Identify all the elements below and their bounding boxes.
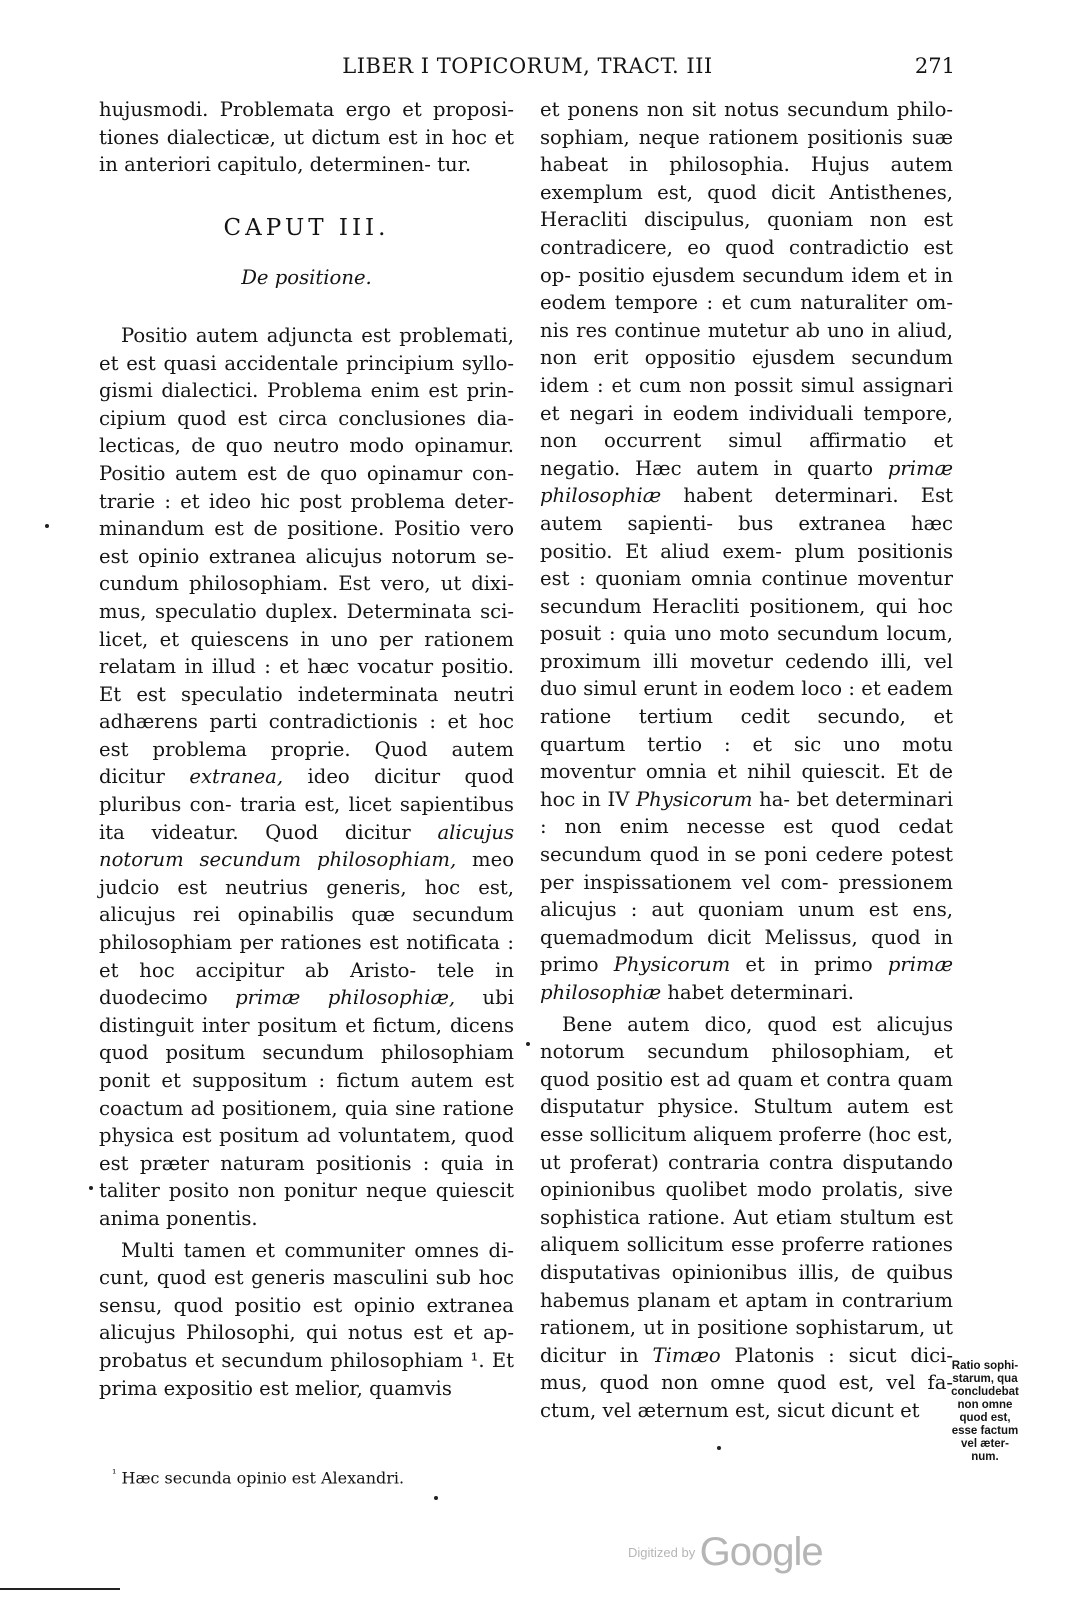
intro-lines: hujusmodi. Problemata ergo et proposi- tiones dialecticæ, ut dictum est in hoc et in anteriori capitulo, determinen- tur. (99, 98, 515, 177)
ink-speck (434, 1496, 438, 1500)
ink-speck (89, 1186, 93, 1190)
watermark-prefix: Digitized by (628, 1545, 696, 1560)
paragraph: Positio autem adjuncta est problemati, et est quasi accidentale principium syllo- gismi dialectici. Problema enim est prin- cipium quod est circa conclusiones dia- lecticas, de quo neutro modo opinamur. Positio autem est de quo opinamur con- trarie : et ideo hic post problema deter- minandum est de positione. Positio vero est opinio extranea alicujus notorum se- cundum philosophiam. Est vero, ut dixi- mus, speculatio duplex. Determinata sci- licet, et quiescens in uno per rationem relatam in illud : et hæc vocatur positio. Et est speculatio indeterminata neutri adhærens parti contradictionis : et hoc est problema proprie. Quod autem dicitur extranea, ideo dicitur quod pluribus con- traria est, licet sapientibus ita videatur. Quod dicitur alicujus notorum secundum philosophiam, meo judcio est neutrius generis, hoc est, alicujus rei opinabilis quæ secundum philosophiam per rationes est notificata : et hoc accipitur ab Aristo- tele in duodecimo primæ philosophiæ, ubi distinguit inter positum et fictum, dicens quod positum secundum philosophiam ponit et suppositum : fictum autem est coactum ad positionem, quia sine ratione physica est positum ad voluntatem, quod est præter naturam positionis : quia in taliter posito non ponitur neque quiescit anima ponentis. (99, 323, 515, 1230)
right-column (540, 96, 953, 1425)
page-number: 271 (914, 54, 955, 78)
chapter-subtitle: De positione. (241, 266, 372, 290)
google-logo: Google (699, 1530, 823, 1574)
ink-speck (526, 1042, 530, 1046)
paragraph: Bene autem dico, quod est alicujus notorum secundum philosophiam, et quod positio est ad quam et contra quam disputatur physice. Stultum autem est esse sollicitum aliquem proferre (hoc est, ut proferat) contraria contra disputando opinionibus quolibet modo prolatis, sive sophistica ratione. Aut etiam stultum est aliquem sollicitum esse proferre rationes disputativas opinionibus illis, de quibus habemus planam et aptam in contrarium rationem, ut in positione sophistarum, ut dicitur in Timæo Platonis : sicut dici- mus, quod non omne quod est, vel fa- ctum, vel æternum est, sicut dicunt et (540, 1012, 953, 1422)
paragraph: Multi tamen et communiter omnes di- cunt, quod est generis masculini sub hoc sensu, quod positio est opinio extranea alicujus Philosophi, qui notus est et ap- probatus et secundum philosophiam ¹. Et prima expositio est melior, quamvis (99, 1238, 514, 1400)
bottom-edge-rule (0, 1588, 120, 1590)
chapter-heading: CAPUT III. (223, 214, 390, 241)
digitized-by-google-watermark (628, 1530, 823, 1575)
running-title: LIBER I TOPICORUM, TRACT. III (342, 54, 713, 78)
footnote (112, 1467, 404, 1487)
left-column (99, 96, 514, 1402)
ink-speck (717, 1446, 721, 1450)
footnote-text: Hæc secunda opinio est Alexandri. (116, 1468, 405, 1488)
marginal-note: Ratio sophi- starum, qua concludebat non omne quod est, esse factum vel æter- num. (951, 1360, 1019, 1463)
footnote-marker: ¹ (112, 1467, 117, 1480)
paragraph: et ponens non sit notus secundum philo- sophiam, neque rationem positionis suæ habeat in philosophia. Hujus autem exemplum est, quod dicit Antisthenes, Heracliti discipulus, quoniam non est contradicere, eo quod contradictio est op- positio ejusdem secundum idem et in eodem tempore : et cum naturaliter om- nis res continue mutetur ab uno in aliud, non erit oppositio ejusdem secundum idem : et cum non possit simul assignari et negari in eodem individuali tempore, non occurrent simul affirmatio et negatio. Hæc autem in quarto primæ philosophiæ habent determinari. Est autem sapienti- bus extranea hæc positio. Et aliud exem- plum positionis est : quoniam omnia continue moventur secundum Heracliti positionem, qui hoc posuit : quia uno moto secundum locum, proximum illi movetur cedendo illi, vel duo simul erunt in eodem loco : et eadem ratione tertium cedit secundo, et quartum tertio : et sic uno motu moventur omnia et nihil quiescit. Et de hoc in IV Physicorum ha- bet determinari : non enim necesse est quod cedat secundum quod in se poni cedere potest per inspissationem vel com- pressionem alicujus : aut quoniam unum est ens, quemadmodum dicit Melissus, quod in primo Physicorum et in primo primæ philosophiæ habet determinari. (540, 98, 954, 1004)
ink-speck (45, 524, 49, 528)
running-header (100, 54, 955, 86)
